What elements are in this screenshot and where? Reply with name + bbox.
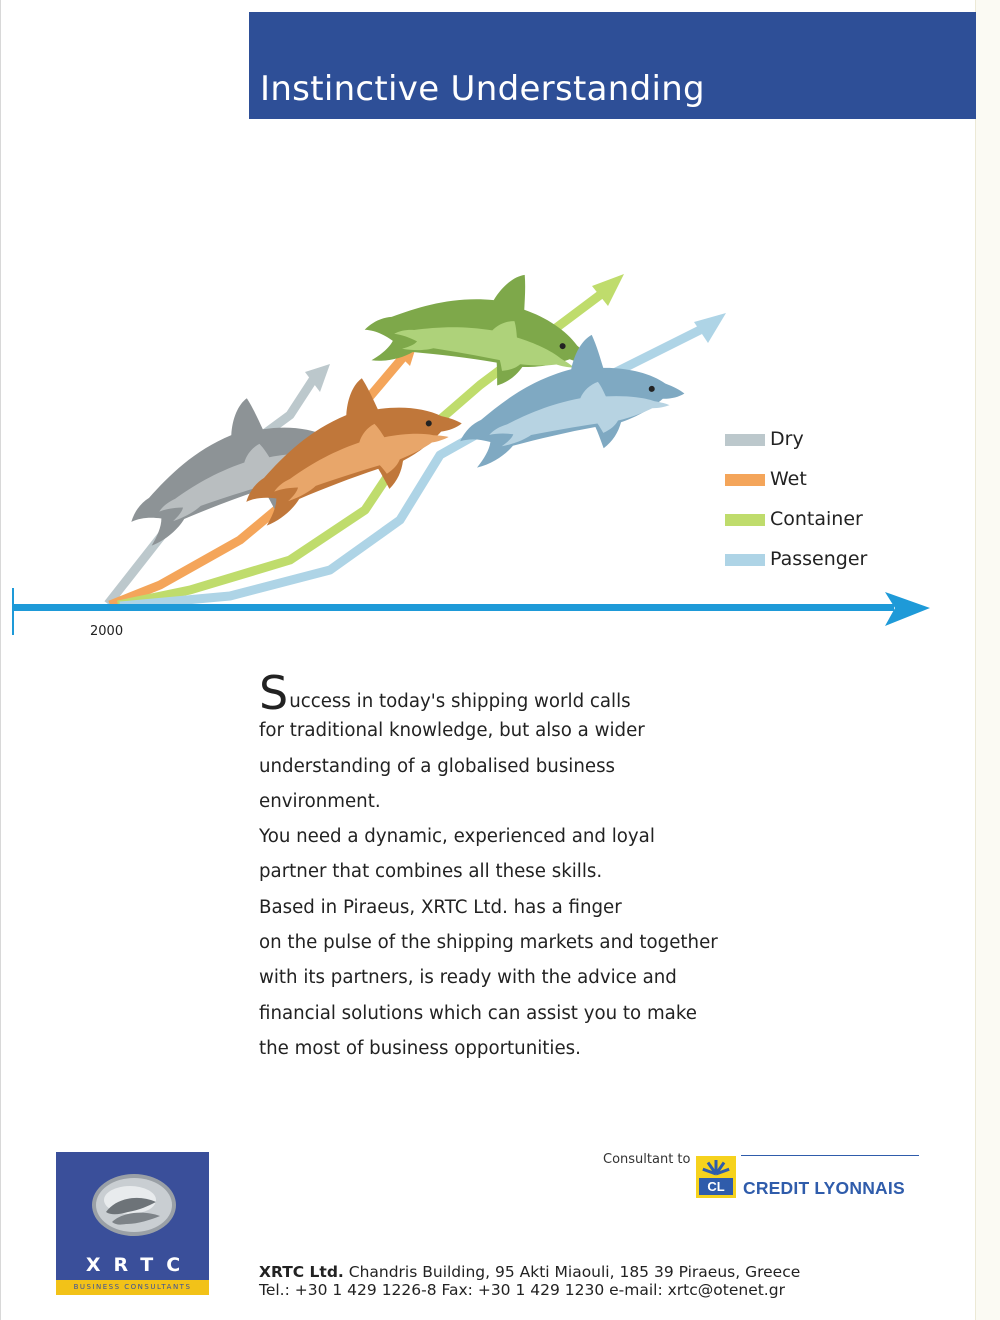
body-line: environment. (259, 790, 381, 812)
body-line: understanding of a globalised business (259, 755, 616, 777)
legend-swatch-wet (725, 474, 765, 486)
credit-lyonnais-name: CREDIT LYONNAIS (743, 1178, 905, 1198)
title-banner (249, 12, 976, 119)
page-title: Instinctive Understanding (260, 69, 705, 109)
legend-item-container (725, 508, 965, 532)
body-line: partner that combines all these skills. (259, 861, 603, 883)
consultant-to-label: Consultant to (603, 1152, 691, 1167)
company-name: XRTC Ltd. (259, 1263, 344, 1281)
legend-item-wet (725, 468, 965, 492)
body-line-text: uccess in today's shipping world calls (289, 691, 631, 712)
credit-lyonnais-logo-icon (696, 1156, 736, 1198)
legend-swatch-container (725, 514, 765, 526)
legend-item-passenger (725, 548, 965, 572)
body-line: for traditional knowledge, but also a wider (259, 720, 645, 742)
body-line: on the pulse of the shipping markets and together (259, 932, 718, 954)
footer-address (259, 1263, 800, 1299)
drop-cap: S (259, 666, 289, 720)
logo-wordmark: XRTC (85, 1254, 194, 1276)
legend-label-container: Container (770, 508, 863, 530)
street-address: Chandris Building, 95 Akti Miaouli, 185 39 Piraeus, Greece (348, 1263, 801, 1281)
legend-label-passenger: Passenger (770, 548, 868, 570)
address-line (259, 1263, 800, 1281)
cl-badge-text: CL (707, 1179, 725, 1194)
page-margin-strip (975, 0, 1000, 1320)
credit-lyonnais-badge (696, 1156, 736, 1198)
partner-rule (741, 1155, 919, 1156)
body-line (259, 666, 839, 720)
legend-item-dry (725, 428, 965, 452)
legend-label-dry: Dry (770, 428, 804, 450)
body-line: You need a dynamic, experienced and loyal (259, 826, 655, 848)
legend-swatch-dry (725, 434, 765, 446)
legend-label-wet: Wet (770, 468, 807, 490)
passenger-arrowhead (694, 313, 726, 343)
body-line: with its partners, is ready with the advice and (259, 967, 677, 989)
contact-line: Tel.: +30 1 429 1226-8 Fax: +30 1 429 1230 e-mail: xrtc@otenet.gr (259, 1281, 785, 1299)
page-edge (0, 0, 1, 1320)
body-copy (259, 666, 839, 1066)
body-line: Based in Piraeus, XRTC Ltd. has a finger (259, 896, 622, 918)
body-line: financial solutions which can assist you to make (259, 1002, 697, 1024)
body-line: the most of business opportunities. (259, 1037, 581, 1059)
axis-start-year: 2000 (90, 624, 124, 639)
legend-swatch-passenger (725, 554, 765, 566)
logo-tagline: BUSINESS CONSULTANTS (56, 1280, 209, 1295)
dolphin-stone-icon (90, 1172, 178, 1238)
xrtc-logo (56, 1152, 209, 1295)
